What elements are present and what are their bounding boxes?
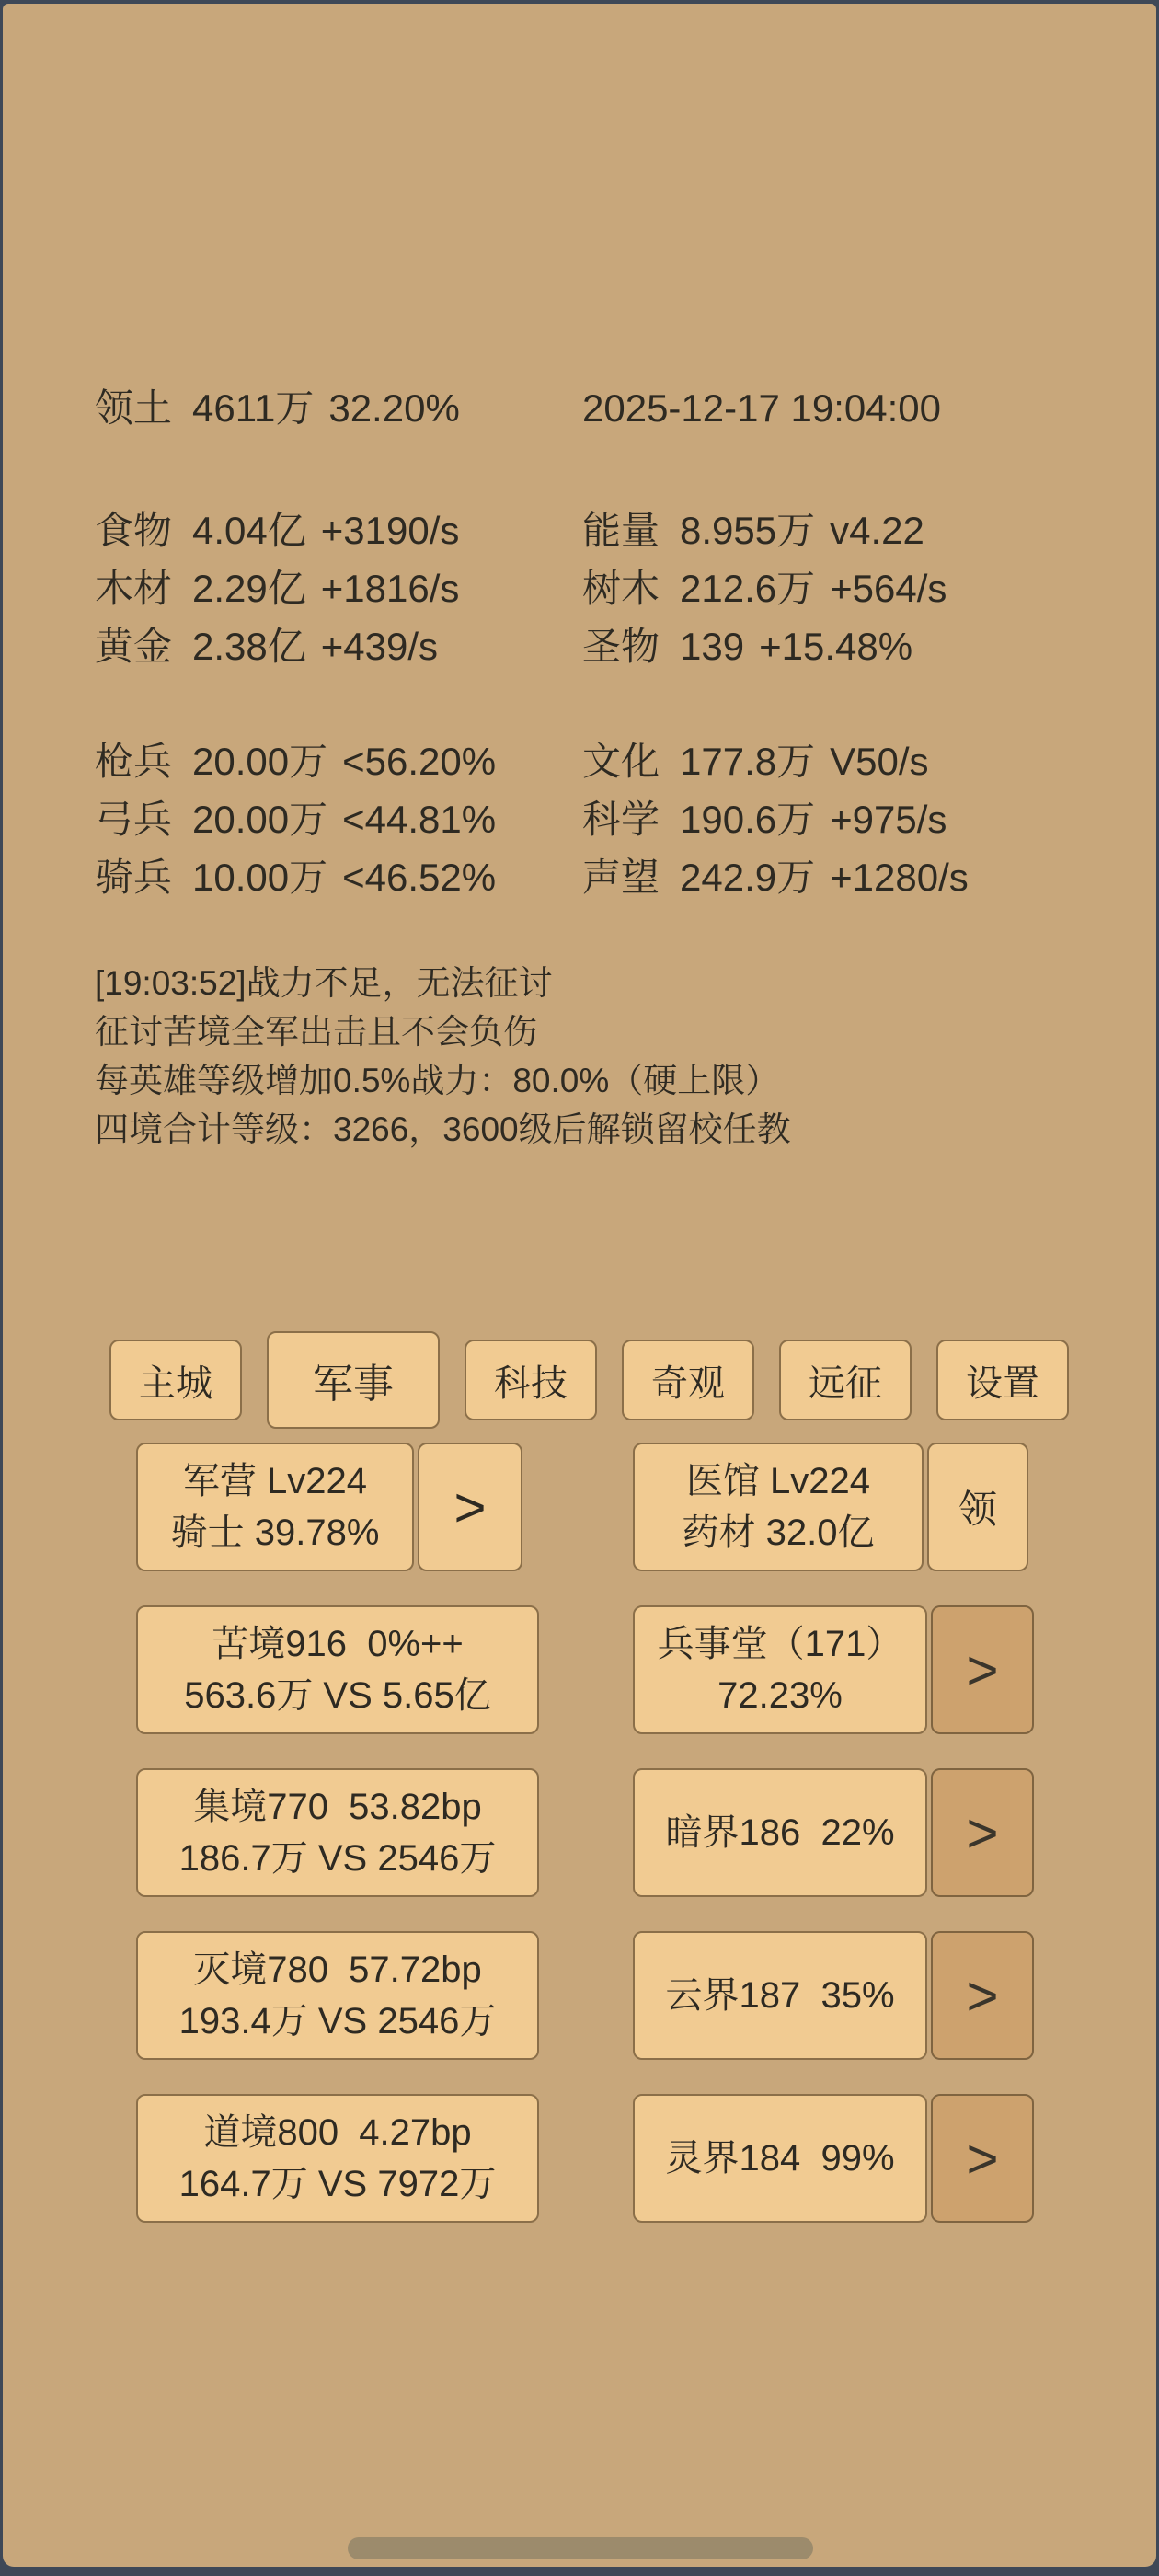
log-line-4: 四境合计等级：3266，3600级后解锁留校任教: [95, 1110, 791, 1148]
energy-rate: v4.22: [830, 509, 924, 552]
spearman-rate: <56.20%: [342, 740, 497, 783]
miejing-line1: 灭境780 57.72bp: [193, 1949, 482, 1990]
lingjie-line1: 灵界184 99%: [665, 2138, 895, 2179]
tab-main-city[interactable]: 主城: [109, 1340, 242, 1420]
jijing-line2: 186.7万 VS 2546万: [178, 1838, 497, 1879]
yunjie-detail-button[interactable]: >: [931, 1931, 1034, 2060]
relic-label: 圣物: [582, 625, 660, 668]
row-miejing-yunjie: [3, 1931, 1159, 2060]
lingjie-detail-button[interactable]: >: [931, 2094, 1034, 2223]
hospital-button[interactable]: [633, 1443, 924, 1571]
tab-bar: [109, 1331, 1069, 1429]
bingshitang-button[interactable]: [633, 1605, 927, 1734]
territory-value: 4611万: [192, 386, 315, 430]
hospital-line1: 医馆 Lv224: [685, 1461, 871, 1501]
gold-label: 黄金: [95, 625, 173, 668]
tab-expedition[interactable]: 远征: [779, 1340, 912, 1420]
stat-archer: [95, 790, 582, 848]
row-kujing-bingshitang: [3, 1605, 1159, 1734]
bingshitang-line1: 兵事堂（171）: [657, 1624, 903, 1664]
barracks-line2: 骑士 39.78%: [170, 1512, 380, 1553]
jijing-line1: 集境770 53.82bp: [193, 1787, 482, 1827]
wood-label: 木材: [95, 567, 173, 610]
header-row: [95, 379, 1119, 437]
resources-block: [95, 501, 1119, 675]
stat-gold: [95, 617, 582, 675]
row-jijing-anjie: [3, 1768, 1159, 1897]
stat-territory: [95, 379, 582, 437]
stat-energy: [582, 501, 1119, 559]
spearman-value: 20.00万: [192, 740, 328, 783]
datetime: 2025-12-17 19:04:00: [582, 386, 941, 430]
stat-spearman: [95, 732, 582, 790]
cavalry-rate: <46.52%: [342, 856, 497, 899]
cavalry-label: 骑兵: [95, 856, 173, 899]
miejing-button[interactable]: [136, 1931, 539, 2060]
anjie-button[interactable]: [633, 1768, 927, 1897]
science-rate: +975/s: [830, 798, 947, 841]
tab-military[interactable]: 军事: [267, 1331, 440, 1429]
kujing-line1: 苦境916 0%++: [212, 1624, 464, 1664]
bingshitang-line2: 72.23%: [717, 1675, 843, 1716]
stat-cavalry: [95, 848, 582, 906]
bingshitang-detail-button[interactable]: >: [931, 1605, 1034, 1734]
stat-science: [582, 790, 1119, 848]
lingjie-button[interactable]: [633, 2094, 927, 2223]
kujing-button[interactable]: [136, 1605, 539, 1734]
military-block: [95, 732, 1119, 906]
gold-value: 2.38亿: [192, 625, 306, 668]
row-barracks-hospital: [3, 1443, 1159, 1571]
stat-prestige: [582, 848, 1119, 906]
archer-rate: <44.81%: [342, 798, 497, 841]
stat-wood: [95, 559, 582, 617]
food-label: 食物: [95, 509, 173, 552]
cavalry-value: 10.00万: [192, 856, 328, 899]
wood-value: 2.29亿: [192, 567, 306, 610]
archer-value: 20.00万: [192, 798, 328, 841]
home-indicator[interactable]: [348, 2537, 813, 2559]
culture-value: 177.8万: [680, 740, 816, 783]
prestige-value: 242.9万: [680, 856, 816, 899]
prestige-rate: +1280/s: [830, 856, 969, 899]
anjie-detail-button[interactable]: >: [931, 1768, 1034, 1897]
archer-label: 弓兵: [95, 798, 173, 841]
food-value: 4.04亿: [192, 509, 306, 552]
tab-tech[interactable]: 科技: [465, 1340, 597, 1420]
jijing-button[interactable]: [136, 1768, 539, 1897]
territory-percent: 32.20%: [328, 386, 460, 430]
tree-rate: +564/s: [830, 567, 947, 610]
gold-rate: +439/s: [320, 625, 439, 668]
relic-value: 139: [680, 625, 745, 668]
daojing-line2: 164.7万 VS 7972万: [178, 2164, 497, 2204]
culture-label: 文化: [582, 740, 660, 783]
game-screen: [3, 4, 1156, 2567]
log-line-2: 征讨苦境全军出击且不会负伤: [95, 1013, 537, 1051]
prestige-label: 声望: [582, 856, 660, 899]
miejing-line2: 193.4万 VS 2546万: [178, 2001, 497, 2041]
stat-tree: [582, 559, 1119, 617]
battle-log: [95, 959, 791, 1154]
science-value: 190.6万: [680, 798, 816, 841]
stat-food: [95, 501, 582, 559]
energy-label: 能量: [582, 509, 660, 552]
stat-relic: [582, 617, 1119, 675]
log-line-3: 每英雄等级增加0.5%战力：80.0%（硬上限）: [95, 1062, 780, 1099]
tab-wonder[interactable]: 奇观: [622, 1340, 754, 1420]
barracks-line1: 军营 Lv224: [182, 1461, 368, 1501]
kujing-line2: 563.6万 VS 5.65亿: [184, 1675, 491, 1716]
action-grid: [3, 1443, 1159, 2257]
daojing-line1: 道境800 4.27bp: [203, 2112, 472, 2153]
stats-panel: [95, 379, 1119, 906]
energy-value: 8.955万: [680, 509, 816, 552]
daojing-button[interactable]: [136, 2094, 539, 2223]
stat-culture: [582, 732, 1119, 790]
culture-rate: V50/s: [830, 740, 929, 783]
territory-label: 领土: [95, 386, 173, 430]
spearman-label: 枪兵: [95, 740, 173, 783]
science-label: 科学: [582, 798, 660, 841]
wood-rate: +1816/s: [320, 567, 460, 610]
hospital-claim-button[interactable]: 领: [927, 1443, 1028, 1571]
food-rate: +3190/s: [320, 509, 460, 552]
tree-value: 212.6万: [680, 567, 816, 610]
anjie-line1: 暗界186 22%: [665, 1812, 895, 1853]
yunjie-button[interactable]: [633, 1931, 927, 2060]
tree-label: 树木: [582, 567, 660, 610]
barracks-button[interactable]: [136, 1443, 414, 1571]
tab-settings[interactable]: 设置: [936, 1340, 1069, 1420]
yunjie-line1: 云界187 35%: [665, 1975, 895, 2016]
barracks-detail-button[interactable]: >: [418, 1443, 522, 1571]
hospital-line2: 药材 32.0亿: [682, 1512, 875, 1553]
relic-rate: +15.48%: [759, 625, 913, 668]
row-daojing-lingjie: [3, 2094, 1159, 2223]
log-line-1: [19:03:52]战力不足，无法征讨: [95, 964, 553, 1002]
